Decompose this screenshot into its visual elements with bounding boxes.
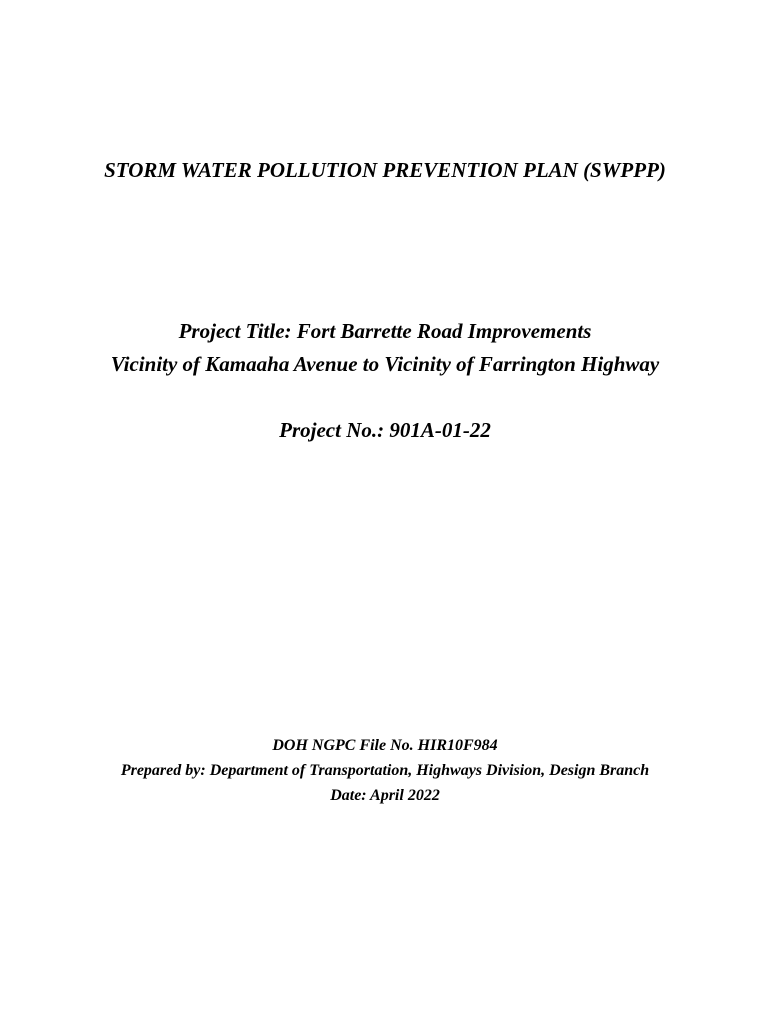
document-date: Date: April 2022: [330, 787, 440, 804]
project-number: Project No.: 901A-01-22: [279, 418, 491, 442]
project-vicinity: Vicinity of Kamaaha Avenue to Vicinity of Farrington Highway: [110, 352, 660, 376]
document-title: STORM WATER POLLUTION PREVENTION PLAN (SWPPP): [104, 158, 666, 182]
project-title: Project Title: Fort Barrette Road Improvements: [178, 319, 592, 343]
prepared-by: Prepared by: Department of Transportation, Highways Division, Design Branch: [120, 762, 650, 779]
doh-file-number: DOH NGPC File No. HIR10F984: [272, 737, 498, 754]
